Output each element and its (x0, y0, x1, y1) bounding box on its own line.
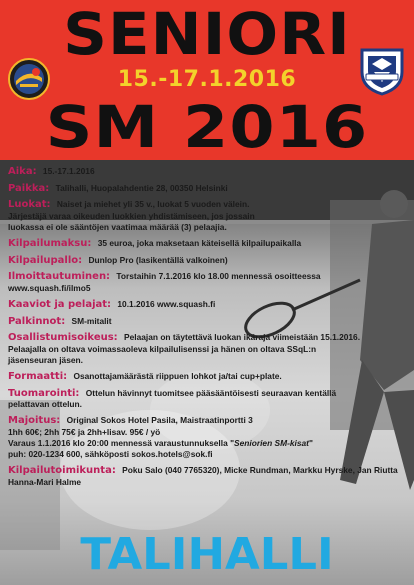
poster-header (0, 0, 414, 160)
info-osallistumisoikeus (8, 332, 408, 366)
label-kaaviot: Kaaviot ja pelajat: (8, 298, 112, 310)
value-majoitus: Original Sokos Hotel Pasila, Maistraatinportti 3 (66, 415, 253, 426)
value-toimikunta: Poku Salo (040 7765320), Micke Rundman, Markku Hyrske, Jan Riutta (122, 464, 398, 475)
info-toimikunta (8, 465, 408, 488)
info-kilpailumaksu (8, 238, 408, 250)
value-paikka: Talihalli, Huopalahdentie 28, 00350 Helsinki (55, 182, 228, 193)
majoitus-contact: puh: 020-1234 600, sähköposti sokos.hotels@sok.fi (8, 448, 213, 459)
majoitus-booking-code: Seniorien SM-kisat (234, 437, 309, 448)
squash-club-emblem-icon (8, 58, 50, 100)
label-aika: Aika: (8, 166, 37, 177)
info-paikka (8, 183, 408, 195)
registration-url[interactable]: www.squash.fi/ilmo5 (8, 283, 91, 294)
title-sm-2016: SM 2016 (45, 93, 369, 160)
osallistumisoikeus-line-2: Pelaajalla on oltava voimassaoleva kilpailulisenssi ja hänen on oltava SSqL:n (8, 344, 317, 355)
info-ilmoittautuminen (8, 271, 408, 294)
info-luokat (8, 199, 408, 233)
venue-logo-text: TALIHALLI (80, 529, 334, 580)
value-aika: 15.-17.1.2016 (42, 166, 95, 176)
info-majoitus (8, 415, 408, 460)
label-ilmoittautuminen: Ilmoittautuminen: (8, 271, 111, 283)
title-seniori: SENIORI (63, 0, 351, 68)
luokat-line-2: Järjestäjä varaa oikeuden luokkien yhdistämiseen, jos jossain (8, 211, 255, 222)
label-tuomarointi: Tuomarointi: (8, 387, 80, 399)
tuomarointi-line-2: pelattavan ottelun. (8, 399, 82, 410)
info-kaaviot (8, 299, 408, 311)
label-kilpailumaksu: Kilpailumaksu: (8, 237, 92, 249)
info-aika (8, 166, 408, 178)
label-paikka: Paikka: (8, 182, 50, 194)
value-ilmoittautuminen: Torstaihin 7.1.2016 klo 18.00 mennessä osoitteessa (116, 271, 321, 282)
majoitus-prices: 1hh 60€; 2hh 75€ ja 2hh+lisav. 95€ / yö (8, 427, 161, 438)
value-formaatti: Osanottajamäärästä riippuen lohkot ja/tai cup+plate. (73, 370, 282, 381)
poster-body (0, 160, 414, 585)
label-luokat: Luokat: (8, 199, 51, 211)
shield-crest-icon (356, 44, 408, 96)
value-kaaviot: 10.1.2016 www.squash.fi (117, 298, 216, 309)
label-osallistumisoikeus: Osallistumisoikeus: (8, 332, 118, 344)
luokat-line-3: luokassa ei ole sääntöjen vaatimaa määrää (3) pelaajia. (8, 222, 227, 233)
value-luokat: Naiset ja miehet yli 35 v., luokat 5 vuoden välein. (56, 199, 250, 210)
value-kilpailumaksu: 35 euroa, joka maksetaan käteisellä kilpailupaikalla (97, 237, 302, 248)
majoitus-booking-b: " (308, 437, 313, 448)
value-palkinnot: SM-mitalit (71, 315, 112, 326)
info-formaatti (8, 371, 408, 383)
label-palkinnot: Palkinnot: (8, 315, 66, 327)
osallistumisoikeus-line-3: jäsenseuran jäsen. (8, 355, 83, 366)
label-formaatti: Formaatti: (8, 370, 68, 382)
event-dates-banner: 15.-17.1.2016 (117, 67, 297, 92)
label-kilpailupallo: Kilpailupallo: (8, 254, 83, 266)
event-info (8, 166, 408, 492)
value-osallistumisoikeus: Pelaajan on täytettävä luokan ikäraja viimeistään 15.1.2016. (124, 332, 361, 343)
label-majoitus: Majoitus: (8, 415, 61, 427)
info-tuomarointi (8, 388, 408, 411)
majoitus-booking-a: Varaus 1.1.2016 klo 20:00 mennessä varaustunnuksella " (8, 437, 235, 448)
info-kilpailupallo (8, 255, 408, 267)
value-kilpailupallo: Dunlop Pro (lasikentällä valkoinen) (88, 254, 228, 265)
label-toimikunta: Kilpailutoimikunta: (8, 464, 116, 476)
toimikunta-line-2: Hanna-Mari Halme (8, 476, 82, 487)
value-tuomarointi: Ottelun hävinnyt tuomitsee pääsääntöisesti seuraavan kentällä (85, 387, 337, 398)
info-palkinnot (8, 316, 408, 328)
